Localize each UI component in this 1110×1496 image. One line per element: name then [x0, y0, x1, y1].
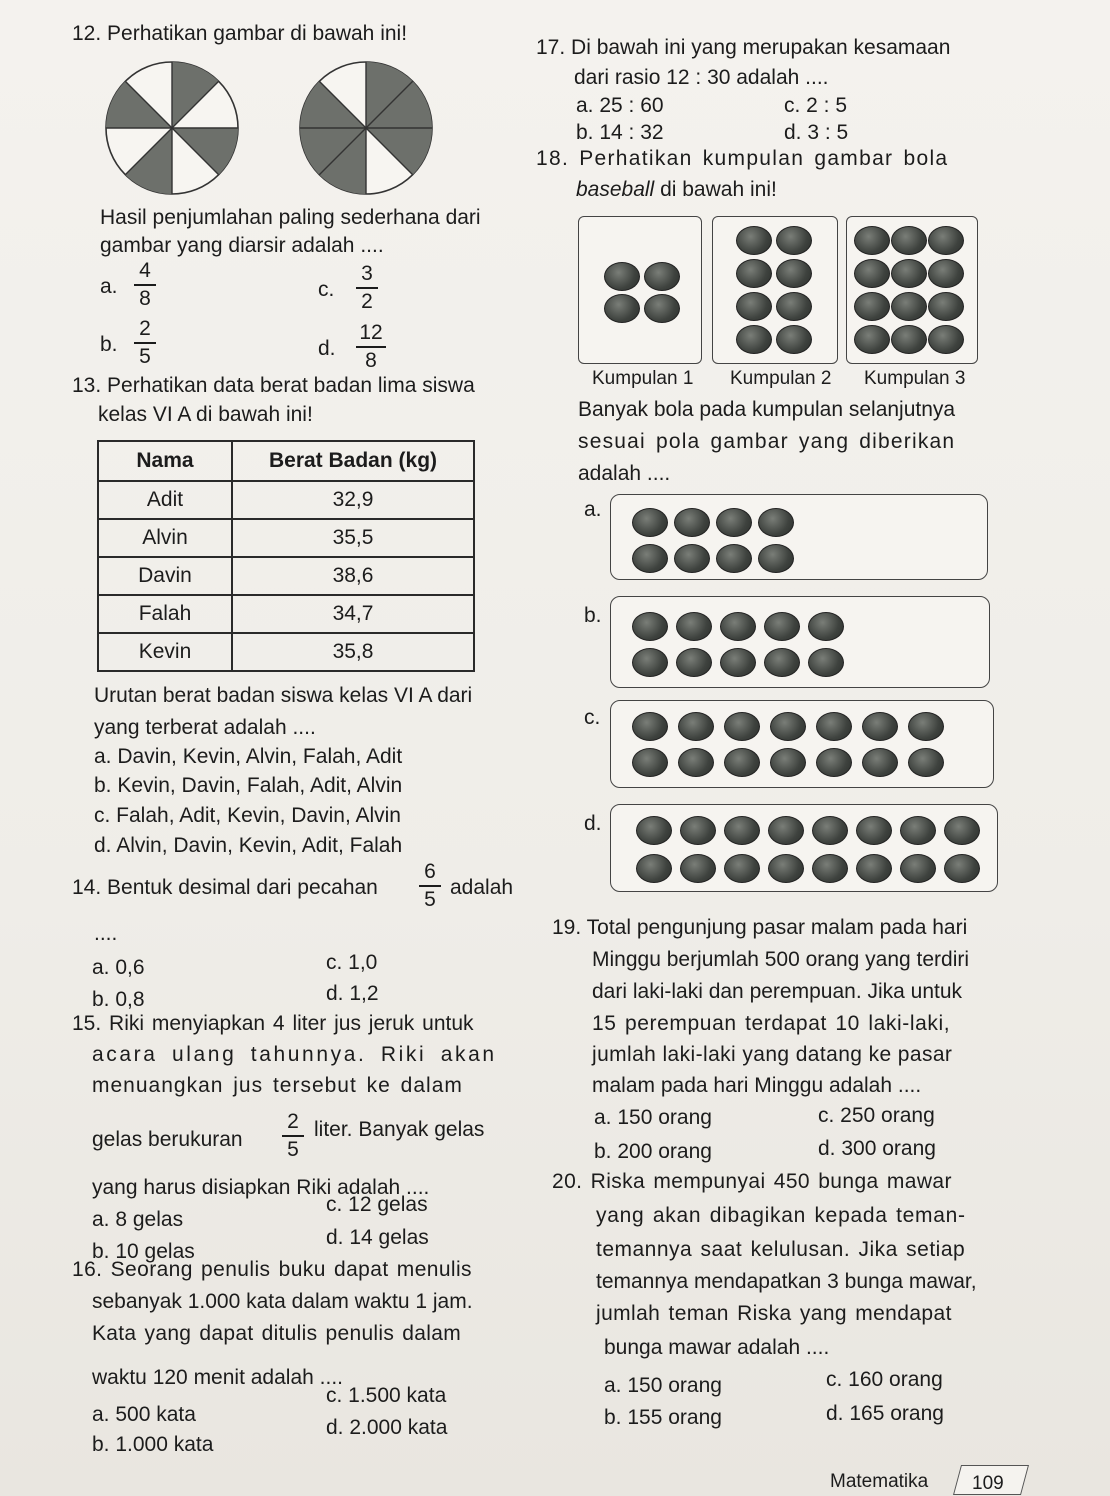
table-row [98, 519, 474, 557]
table-row [98, 633, 474, 671]
baseball-icon [928, 226, 964, 255]
q15-option-c: c. 12 gelas [326, 1193, 428, 1216]
q15-line4-before: gelas berukuran [92, 1128, 243, 1151]
baseball-icon [680, 854, 716, 883]
baseball-icon [680, 816, 716, 845]
q16-line1: 16. Seorang penulis buku dapat menulis [72, 1258, 472, 1281]
q20-line1: 20. Riska mempunyai 450 bunga mawar [552, 1170, 952, 1193]
q19-line6: malam pada hari Minggu adalah .... [592, 1074, 922, 1097]
baseball-icon [736, 292, 772, 321]
baseball-icon [676, 648, 712, 677]
baseball-icon [724, 712, 760, 741]
q20-line6: bunga mawar adalah .... [604, 1336, 830, 1359]
cell-name: Falah [98, 595, 232, 633]
q14-dots: .... [94, 922, 118, 945]
q16-line3: Kata yang dapat ditulis penulis dalam [92, 1322, 461, 1345]
group-2-label: Kumpulan 2 [730, 368, 832, 389]
baseball-icon [862, 712, 898, 741]
q15-line2: acara ulang tahunnya. Riki akan [92, 1043, 497, 1066]
q19-option-c: c. 250 orang [818, 1104, 935, 1127]
baseball-icon [891, 259, 927, 288]
q13-option-b: b. Kevin, Davin, Falah, Adit, Alvin [94, 774, 403, 797]
baseball-icon [928, 259, 964, 288]
baseball-icon [604, 294, 640, 323]
baseball-icon [644, 262, 680, 291]
q15-option-a: a. 8 gelas [92, 1208, 184, 1231]
baseball-icon [944, 816, 980, 845]
baseball-icon [678, 748, 714, 777]
baseball-icon [928, 292, 964, 321]
baseball-icon [770, 712, 806, 741]
baseball-icon [816, 748, 852, 777]
baseball-icon [856, 816, 892, 845]
q20-option-b: b. 155 orang [604, 1406, 722, 1429]
q13-option-a: a. Davin, Kevin, Alvin, Falah, Adit [94, 745, 403, 768]
baseball-icon [716, 508, 752, 537]
baseball-icon [854, 226, 890, 255]
baseball-icon [776, 325, 812, 354]
q14-option-c: c. 1,0 [326, 951, 378, 974]
q13-question-line2: yang terberat adalah .... [94, 716, 316, 739]
q18-question-line2: sesuai pola gambar yang diberikan [578, 430, 956, 453]
baseball-icon [724, 748, 760, 777]
q18-option-b-box [610, 596, 990, 688]
baseball-icon [854, 259, 890, 288]
baseball-icon [891, 226, 927, 255]
group-1-label: Kumpulan 1 [592, 368, 694, 389]
baseball-icon [632, 712, 668, 741]
baseball-icon [808, 648, 844, 677]
circle-left [106, 62, 238, 194]
baseball-icon [632, 612, 668, 641]
q19-line2: Minggu berjumlah 500 orang yang terdiri [592, 948, 970, 971]
q16-line4: waktu 120 menit adalah .... [92, 1366, 343, 1389]
footer-subject: Matematika [830, 1471, 929, 1492]
q13-title: 13. Perhatikan data berat badan lima siswa [72, 374, 475, 397]
baseball-icon [891, 325, 927, 354]
baseball-icon [632, 748, 668, 777]
q17-option-d: d. 3 : 5 [784, 121, 849, 144]
baseball-icon [854, 325, 890, 354]
baseball-icon [768, 816, 804, 845]
table-row [98, 595, 474, 633]
q15-option-d: d. 14 gelas [326, 1226, 429, 1249]
baseball-icon [736, 259, 772, 288]
baseball-icon [758, 508, 794, 537]
baseball-icon [900, 854, 936, 883]
cell-weight: 32,9 [232, 481, 474, 519]
baseball-icon [720, 648, 756, 677]
baseball-icon [770, 748, 806, 777]
baseball-icon [632, 508, 668, 537]
q18-option-d-box [610, 804, 998, 892]
baseball-icon [736, 226, 772, 255]
baseball-icon [674, 544, 710, 573]
baseball-icon [636, 816, 672, 845]
baseball-icon [758, 544, 794, 573]
circle-right [300, 62, 432, 194]
q19-line3: dari laki-laki dan perempuan. Jika untuk [592, 980, 963, 1003]
header-nama: Nama [98, 441, 232, 481]
baseball-icon [674, 508, 710, 537]
baseball-icon [854, 292, 890, 321]
q12-option-d-label: d. [318, 337, 336, 360]
q15-line5: yang harus disiapkan Riki adalah .... [92, 1176, 430, 1199]
baseball-icon [716, 544, 752, 573]
q12-question-line2: gambar yang diarsir adalah .... [100, 234, 384, 257]
q18-line2-italic: baseball [576, 178, 655, 201]
baseball-icon [768, 854, 804, 883]
baseball-icon [816, 712, 852, 741]
baseball-icon [636, 854, 672, 883]
baseball-icon [776, 259, 812, 288]
q19-option-b: b. 200 orang [594, 1140, 712, 1163]
q14-option-d: d. 1,2 [326, 982, 379, 1005]
q18-line1: 18. Perhatikan kumpulan gambar bola [536, 147, 949, 170]
baseball-icon [632, 648, 668, 677]
q12-question-line1: Hasil penjumlahan paling sederhana dari [100, 206, 481, 229]
baseball-icon [724, 816, 760, 845]
baseball-icon [632, 544, 668, 573]
q18-question-line1: Banyak bola pada kumpulan selanjutnya [578, 398, 956, 421]
q12-option-c-label: c. [318, 278, 335, 301]
q18-question-line3: adalah .... [578, 462, 671, 485]
q17-option-b: b. 14 : 32 [576, 121, 664, 144]
q20-line4: temannya mendapatkan 3 bunga mawar, [596, 1270, 977, 1293]
baseball-icon [764, 648, 800, 677]
baseball-icon [776, 292, 812, 321]
header-berat: Berat Badan (kg) [232, 441, 474, 481]
baseball-icon [676, 612, 712, 641]
baseball-icon [764, 612, 800, 641]
table-row [98, 557, 474, 595]
q15-option-b: b. 10 gelas [92, 1240, 195, 1263]
cell-weight: 34,7 [232, 595, 474, 633]
baseball-icon [812, 816, 848, 845]
q18-option-d-label: d. [584, 812, 602, 835]
q15-line1: 15. Riki menyiapkan 4 liter jus jeruk untuk [72, 1012, 474, 1035]
q13-option-c: c. Falah, Adit, Kevin, Davin, Alvin [94, 804, 401, 827]
q15-line4-after: liter. Banyak gelas [314, 1118, 485, 1141]
cell-weight: 38,6 [232, 557, 474, 595]
table-row [98, 481, 474, 519]
baseball-icon [724, 854, 760, 883]
q17-option-a: a. 25 : 60 [576, 94, 664, 117]
q17-line2: dari rasio 12 : 30 adalah .... [574, 66, 829, 89]
q18-line2-rest: di bawah ini! [660, 178, 777, 201]
q17-line1: 17. Di bawah ini yang merupakan kesamaan [536, 36, 951, 59]
q18-option-a-label: a. [584, 498, 602, 521]
q13-option-d: d. Alvin, Davin, Kevin, Adit, Falah [94, 834, 403, 857]
q17-option-c: c. 2 : 5 [784, 94, 848, 117]
q12-option-c-fraction: 3 2 [356, 263, 378, 313]
baseball-icon [900, 816, 936, 845]
baseball-icon [812, 854, 848, 883]
q16-line2: sebanyak 1.000 kata dalam waktu 1 jam. [92, 1290, 473, 1313]
q15-line3: menuangkan jus tersebut ke dalam [92, 1074, 463, 1097]
baseball-icon [908, 748, 944, 777]
q20-line3: temannya saat kelulusan. Jika setiap [596, 1238, 966, 1261]
cell-name: Kevin [98, 633, 232, 671]
q19-line5: jumlah laki-laki yang datang ke pasar [592, 1043, 953, 1066]
q14-text-after: adalah [450, 876, 514, 899]
q15-fraction: 2 5 [282, 1111, 304, 1161]
q12-option-b-label: b. [100, 333, 118, 356]
q12-circles [104, 60, 444, 200]
q16-option-a: a. 500 kata [92, 1403, 196, 1426]
baseball-icon [908, 712, 944, 741]
baseball-icon [678, 712, 714, 741]
q20-line2: yang akan dibagikan kepada teman- [596, 1204, 966, 1227]
q12-option-b-fraction: 2 5 [134, 318, 156, 368]
cell-weight: 35,5 [232, 519, 474, 557]
cell-weight: 35,8 [232, 633, 474, 671]
cell-name: Davin [98, 557, 232, 595]
q16-option-d: d. 2.000 kata [326, 1416, 448, 1439]
q19-option-d: d. 300 orang [818, 1137, 936, 1160]
q18-line2 [576, 178, 777, 202]
cell-name: Adit [98, 481, 232, 519]
q14-option-a: a. 0,6 [92, 956, 145, 979]
baseball-icon [862, 748, 898, 777]
q13-question-line1: Urutan berat badan siswa kelas VI A dari [94, 684, 473, 707]
q13-subtitle: kelas VI A di bawah ini! [98, 403, 313, 426]
table-header-row [98, 441, 474, 481]
q14-text-before: 14. Bentuk desimal dari pecahan [72, 876, 378, 899]
q12-title: 12. Perhatikan gambar di bawah ini! [72, 22, 408, 45]
baseball-icon [891, 292, 927, 321]
baseball-icon [644, 294, 680, 323]
group-3-label: Kumpulan 3 [864, 368, 966, 389]
baseball-icon [808, 612, 844, 641]
q20-option-c: c. 160 orang [826, 1368, 943, 1391]
q19-line4: 15 perempuan terdapat 10 laki-laki, [592, 1012, 951, 1035]
q18-option-b-label: b. [584, 604, 602, 627]
page-number: 109 [972, 1473, 1004, 1494]
baseball-icon [928, 325, 964, 354]
q12-option-d-fraction: 12 8 [356, 322, 386, 372]
q16-option-c: c. 1.500 kata [326, 1384, 447, 1407]
group-2-box [712, 216, 838, 364]
q20-option-a: a. 150 orang [604, 1374, 722, 1397]
baseball-icon [944, 854, 980, 883]
q18-option-c-box [610, 700, 994, 788]
baseball-icon [720, 612, 756, 641]
q19-line1: 19. Total pengunjung pasar malam pada hari [552, 916, 968, 939]
q18-option-c-label: c. [584, 706, 601, 729]
baseball-icon [604, 262, 640, 291]
q16-option-b: b. 1.000 kata [92, 1433, 214, 1456]
q12-option-a-fraction: 4 8 [134, 260, 156, 310]
weight-table [97, 440, 475, 672]
cell-name: Alvin [98, 519, 232, 557]
group-1-box [578, 216, 702, 364]
baseball-icon [776, 226, 812, 255]
q14-option-b: b. 0,8 [92, 988, 145, 1011]
q20-line5: jumlah teman Riska yang mendapat [596, 1302, 952, 1325]
baseball-icon [856, 854, 892, 883]
q18-option-a-box [610, 494, 988, 580]
q14-fraction: 6 5 [419, 861, 441, 911]
q12-option-a-label: a. [100, 275, 118, 298]
baseball-icon [736, 325, 772, 354]
q20-option-d: d. 165 orang [826, 1402, 944, 1425]
q19-option-a: a. 150 orang [594, 1106, 712, 1129]
